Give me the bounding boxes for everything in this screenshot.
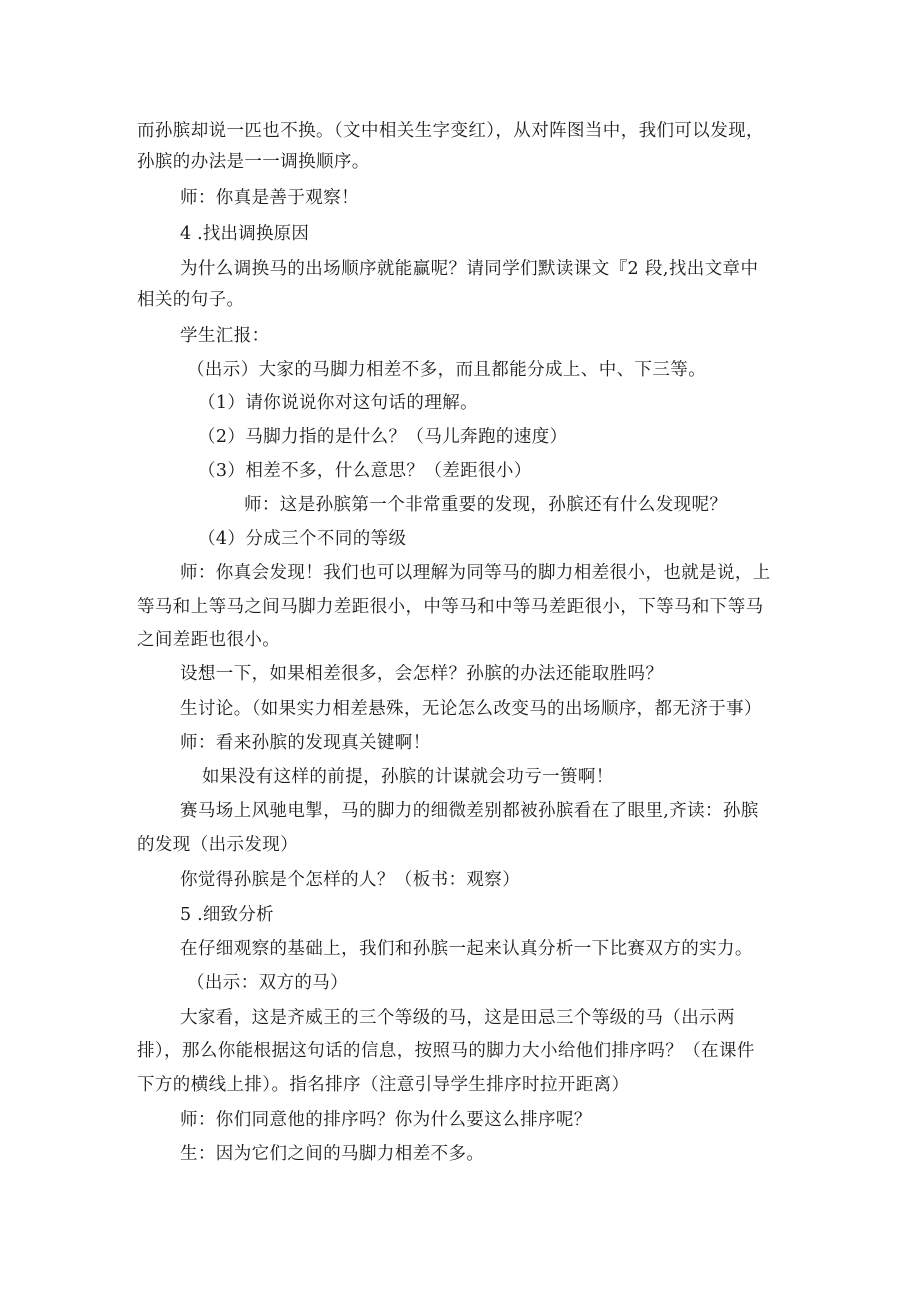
teacher-line: 师：你真是善于观察！ xyxy=(180,188,359,208)
shown-sentence: （出示）大家的马脚力相差不多，而且都能分成上、中、下三等。 xyxy=(187,360,707,380)
paragraph-line: 为什么调换马的出场顺序就能赢呢？请同学们默读课文『2 段,找出文章中 xyxy=(180,259,759,279)
paragraph-line: 生讨论。（如果实力相差悬殊，无论怎么改变马的出场顺序，都无济于事） xyxy=(180,699,762,719)
paragraph-line: 排），那么你能根据这句话的信息，按照马的脚力大小给他们排序吗？（在课件 xyxy=(137,1041,755,1061)
list-item: （3）相差不多，什么意思？（差距很小） xyxy=(198,461,532,481)
list-item: （1）请你说说你对这句话的理解。 xyxy=(198,393,479,413)
student-line: 生：因为它们之间的马脚力相差不多。 xyxy=(180,1144,485,1164)
section-heading-5: 5 .细致分析 xyxy=(180,905,274,925)
student-report-label: 学生汇报： xyxy=(180,326,270,346)
list-item: （2）马脚力指的是什么？（马儿奔跑的速度） xyxy=(198,427,568,447)
paragraph-line: 大家看，这是齐威王的三个等级的马，这是田忌三个等级的马（出示两 xyxy=(180,1008,735,1028)
shown-sentence: （出示：双方的马） xyxy=(187,973,349,993)
teacher-line: 师：你真会发现！我们也可以理解为同等马的脚力相差很小，也就是说，上 xyxy=(180,563,771,583)
section-heading-4: 4 .找出调换原因 xyxy=(180,224,310,244)
paragraph-line: 孙膑的办法是一一调换顺序。 xyxy=(137,152,370,172)
teacher-line: 师：你们同意他的排序吗？你为什么要这么排序呢？ xyxy=(180,1110,592,1130)
teacher-line: 师：看来孙膑的发现真关键啊！ xyxy=(180,733,431,753)
paragraph-line: 之间差距也很小。 xyxy=(137,630,281,650)
paragraph-line: 在仔细观察的基础上，我们和孙膑一起来认真分析一下比赛双方的实力。 xyxy=(180,939,753,959)
paragraph-line: 而孙膑却说一匹也不换。（文中相关生字变红），从对阵图当中，我们可以发现， xyxy=(137,121,764,141)
paragraph-line: 等马和上等马之间马脚力差距很小，中等马和中等马差距很小，下等马和下等马 xyxy=(137,597,764,617)
paragraph-line: 赛马场上风驰电掣，马的脚力的细微差别都被孙膑看在了眼里,齐读：孙膑 xyxy=(180,801,759,821)
teacher-line: 师：这是孙膑第一个非常重要的发现，孙膑还有什么发现呢？ xyxy=(244,495,728,515)
paragraph-line: 下方的横线上排）。指名排序（注意引导学生排序时拉开距离） xyxy=(137,1075,630,1095)
paragraph-line: 的发现（出示发现） xyxy=(137,835,299,855)
paragraph-line: 相关的句子。 xyxy=(137,290,245,310)
list-item: （4）分成三个不同的等级 xyxy=(198,529,407,549)
paragraph-line: 你觉得孙膑是个怎样的人？（板书：观察） xyxy=(180,870,521,890)
paragraph-line: 设想一下，如果相差很多，会怎样？孙膑的办法还能取胜吗？ xyxy=(180,664,664,684)
paragraph-line: 如果没有这样的前提，孙膑的计谋就会功亏一篑啊！ xyxy=(202,767,614,787)
